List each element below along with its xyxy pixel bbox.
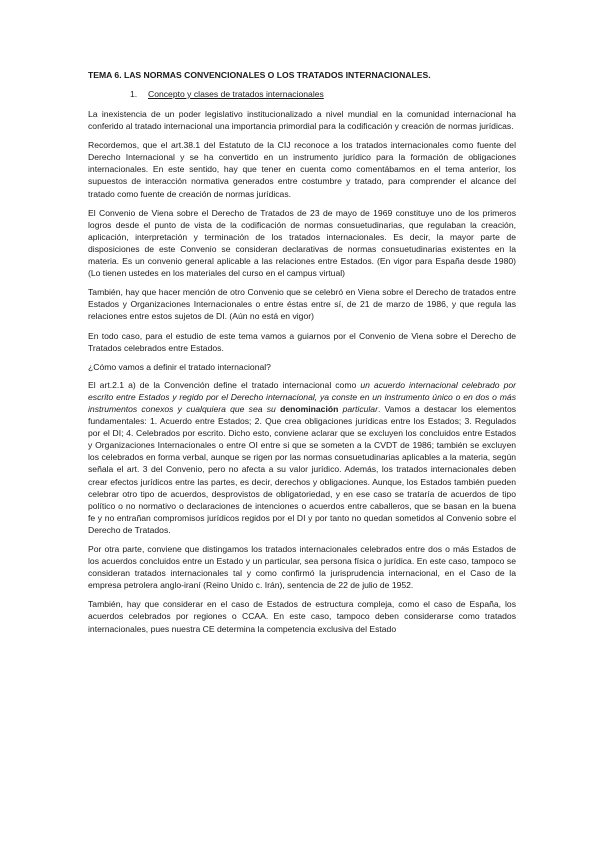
- definition-term: denominación: [280, 403, 339, 414]
- definition-rest: . Vamos a destacar los elementos fundamentales: 1. Acuerdo entre Estados; 2. Que crea obligaciones jurídicas entre los Estados; 3. Regulados por el DI; 4. Celebrados por escrito. Dicho esto, conviene aclarar que se excluyen los concluidos entre Estados y Organizaciones Internacionales o entre OI entre si que se someten a la CVDT de 1986; también se excluyen los celebrados en forma verbal, aunque se rigen por las normas consuetudinarias aplicables a la materia, según señala el art. 3 del Convenio, pero no afecta a su valor jurídico. Además, los tratados internacionales deben crear efectos jurídicos entre las partes, es decir, derechos y obligaciones. Aunque, los Estados también pueden celebrar otro tipo de acuerdos, desprovistos de obligatoriedad, y en ese caso se trataría de acuerdos de tipo político o no normativo o declaraciones de intenciones o acuerdos entre caballeros, que se basan en la buena fe y no entrañan compromisos jurídicos regidos por el DI y por tanto no quedan sometidos al Convenio sobre el Derecho de Tratados.: [88, 403, 517, 535]
- section-label: Concepto y clases de tratados internacionales: [148, 89, 324, 99]
- paragraph-4: También, hay que hacer mención de otro Convenio que se celebró en Viena sobre el Derecho de tratados entre Estados y Organizaciones Internacionales o entre éstas entre sí, de 21 de marzo de 1986, y que regula las relaciones entre estos sujetos de DI. (Aún no está en vigor): [88, 287, 516, 322]
- paragraph-5: En todo caso, para el estudio de este tema vamos a guiarnos por el Convenio de Viena sobre el Derecho de Tratados celebrados entre Estados.: [88, 330, 516, 353]
- document-title: TEMA 6. LAS NORMAS CONVENCIONALES O LOS TRATADOS INTERNACIONALES.: [88, 70, 431, 80]
- paragraph-7: Por otra parte, conviene que distingamos los tratados internacionales celebrados entre dos o más Estados de los acuerdos concluidos entre un Estado y un particular, sea persona física o jurídica. En este caso, tampoco se consideran tratados internacionales tal y como confirmó la jurisprudencia internacional, en el Caso de la empresa petrolera anglo-iraní (Reino Unido c. Irán), sentencia de 22 de julio de 1952.: [88, 544, 516, 591]
- paragraph-1: La inexistencia de un poder legislativo institucionalizado a nivel mundial en la comunidad internacional ha conferido al tratado internacional una importancia primordial para la codificación y creación de normas jurídicas.: [88, 109, 516, 132]
- paragraph-6: [88, 379, 516, 536]
- paragraph-8: También, hay que considerar en el caso de Estados de estructura compleja, como el caso de España, los acuerdos celebrados por regiones o CCAA. En este caso, tampoco deben considerarse como tratados internacionales, pues nuestra CE determina la competencia exclusiva del Estado: [88, 599, 516, 634]
- definition-quote: un acuerdo internacional celebrado por escrito entre Estados y regido por el Derecho internacional, ya conste en un instrumento único o en dos o más instrumentos conexos y cualquiera que sea su: [88, 379, 516, 414]
- paragraph-3: El Convenio de Viena sobre el Derecho de Tratados de 23 de mayo de 1969 constituye uno de los primeros logros desde el punto de vista de la codificación de normas consuetudinarias, que regulaban la creación, aplicación, interpretación y terminación de los tratados internacionales. Es decir, la mayor parte de disposiciones de este Convenio se consideran declarativas de normas consuetudinarias existentes en la materia. Es un convenio general aplicable a las relaciones entre Estados. (En vigor para España desde 1980) (Lo tienen ustedes en los materiales del curso en el campus virtual): [88, 207, 516, 279]
- definition-term-particular: particular: [342, 403, 378, 414]
- paragraph-2: Recordemos, que el art.38.1 del Estatuto de la CIJ reconoce a los tratados internacionales como fuente del Derecho Internacional y se ha convertido en un instrumento jurídico para la formación de obligaciones internacionales. En este sentido, hay que tener en cuenta como comentábamos en el tema anterior, los supuestos de interacción normativa generados entre costumbre y tratado, para comprender el alcance del tratado como fuente de creación de normas jurídicas.: [88, 140, 516, 199]
- document-body: [88, 70, 516, 642]
- section-number: 1.: [130, 89, 138, 99]
- question-heading: ¿Cómo vamos a definir el tratado internacional?: [88, 361, 271, 372]
- section-heading: [130, 89, 516, 100]
- definition-intro: El art.2.1 a) de la Convención define el tratado internacional como: [88, 379, 361, 390]
